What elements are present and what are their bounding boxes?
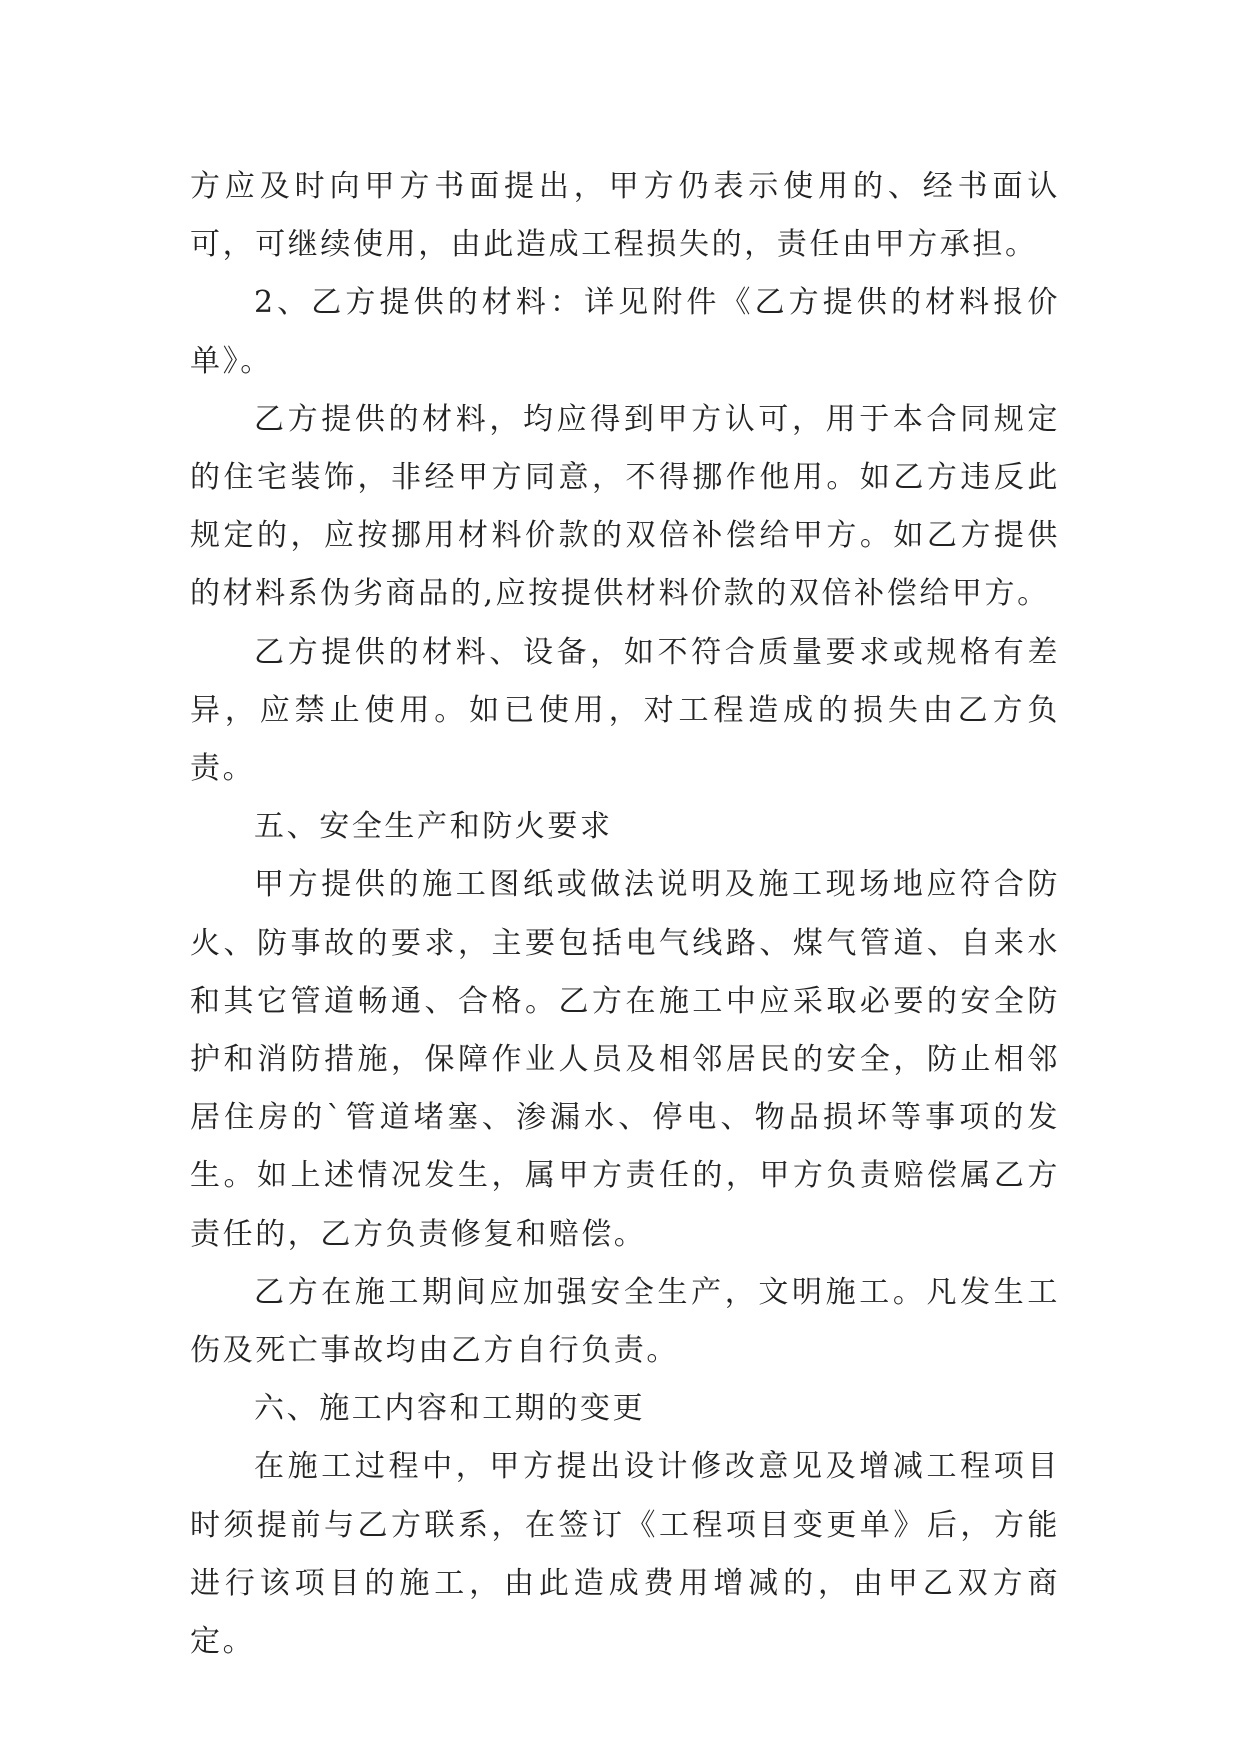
paragraph-materials-quality: 乙方提供的材料、设备，如不符合质量要求或规格有差异，应禁止使用。如已使用，对工程造成的损失由乙方负责。 <box>190 634 1060 787</box>
paragraph-safety-requirements: 甲方提供的施工图纸或做法说明及施工现场地应符合防火、防事故的要求，主要包括电气线路、煤气管道、自来水和其它管道畅通、合格。乙方在施工中应采取必要的安全防护和消防措施，保障作业人员及相邻居民的安全，防止相邻居住房的`管道堵塞、渗漏水、停电、物品损坏等事项的发生。如上述情况发生，属甲方责任的，甲方负责赔偿属乙方责任的，乙方负责修复和赔偿。 <box>190 867 1060 1252</box>
paragraph-continuation: 方应及时向甲方书面提出，甲方仍表示使用的、经书面认可，可继续使用，由此造成工程损失的，责任由甲方承担。 <box>190 169 1060 263</box>
section-heading-safety: 五、安全生产和防火要求 <box>254 809 613 845</box>
paragraph-materials-approval: 乙方提供的材料，均应得到甲方认可，用于本合同规定的住宅装饰，非经甲方同意，不得挪作他用。如乙方违反此规定的，应按挪用材料价款的双倍补偿给甲方。如乙方提供的材料系伪劣商品的,应按提供材料价款的双倍补偿给甲方。 <box>190 401 1060 612</box>
document-body <box>190 158 1060 1671</box>
paragraph-safety-production: 乙方在施工期间应加强安全生产，文明施工。凡发生工伤及死亡事故均由乙方自行负责。 <box>190 1274 1060 1369</box>
paragraph-materials-item-2: 2、乙方提供的材料：详见附件《乙方提供的材料报价单》。 <box>190 285 1060 379</box>
section-heading-changes: 六、施工内容和工期的变更 <box>254 1391 646 1427</box>
paragraph-changes-process: 在施工过程中，甲方提出设计修改意见及增减工程项目时须提前与乙方联系，在签订《工程项目变更单》后，方能进行该项目的施工，由此造成费用增减的，由甲乙双方商定。 <box>190 1449 1060 1660</box>
